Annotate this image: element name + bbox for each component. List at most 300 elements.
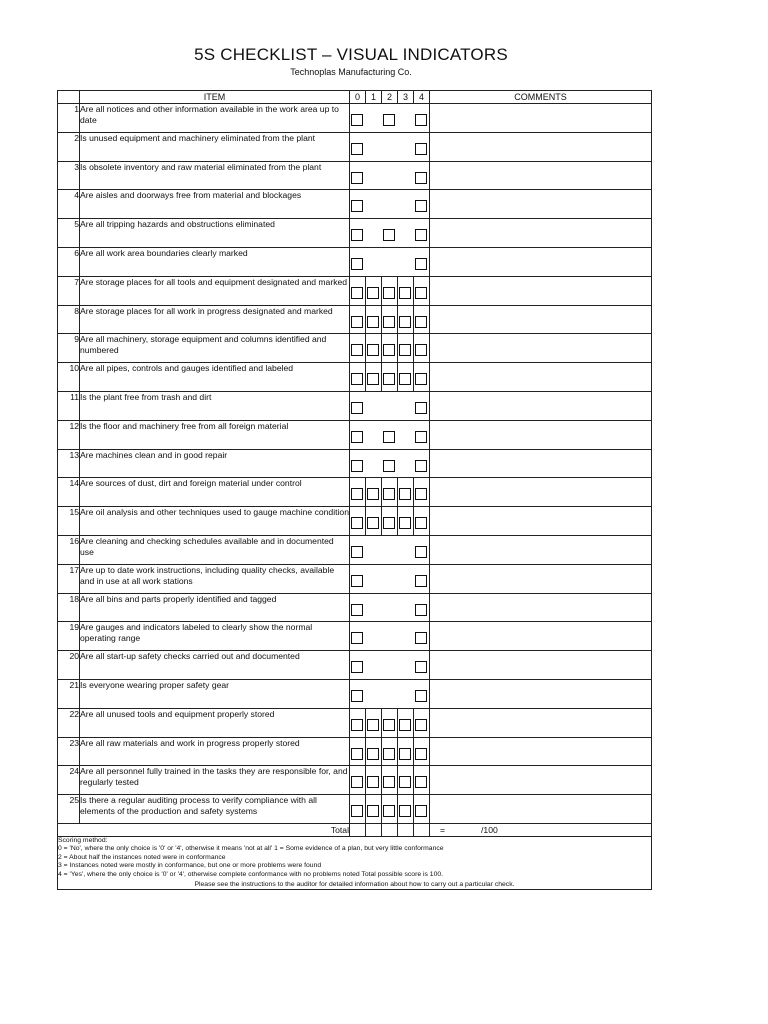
score-cell-2 bbox=[382, 104, 398, 133]
total-score-1[interactable] bbox=[366, 823, 382, 836]
checkbox-score-1[interactable] bbox=[367, 517, 379, 529]
score-cell-0 bbox=[350, 679, 366, 708]
score-cell-0 bbox=[350, 247, 366, 276]
checkbox-score-4[interactable] bbox=[415, 805, 427, 817]
table-row bbox=[58, 363, 652, 392]
checkbox-score-4[interactable] bbox=[415, 517, 427, 529]
checkbox-score-0[interactable] bbox=[351, 604, 363, 616]
score-cell-1 bbox=[366, 708, 382, 737]
comments-cell[interactable] bbox=[430, 593, 652, 622]
score-cell-4 bbox=[414, 507, 430, 536]
table-row bbox=[58, 651, 652, 680]
score-cell-1 bbox=[366, 161, 382, 190]
comments-cell[interactable] bbox=[430, 161, 652, 190]
checkbox-score-4[interactable] bbox=[415, 748, 427, 760]
score-cell-0 bbox=[350, 391, 366, 420]
checkbox-score-0[interactable] bbox=[351, 748, 363, 760]
checkbox-score-2[interactable] bbox=[383, 431, 395, 443]
item-number: 14 bbox=[58, 478, 80, 507]
checklist-table bbox=[57, 90, 652, 890]
checkbox-score-4[interactable] bbox=[415, 114, 427, 126]
checkbox-score-4[interactable] bbox=[415, 575, 427, 587]
score-cell-1 bbox=[366, 305, 382, 334]
score-cell-4 bbox=[414, 535, 430, 564]
checkbox-score-3[interactable] bbox=[399, 517, 411, 529]
scoring-footer: Please see the instructions to the auditor for detailed information about how to carry out a particular check. bbox=[194, 880, 515, 888]
score-cell-2 bbox=[382, 679, 398, 708]
table-row bbox=[58, 190, 652, 219]
score-cell-3 bbox=[398, 593, 414, 622]
score-cell-1 bbox=[366, 795, 382, 824]
checkbox-score-2[interactable] bbox=[383, 316, 395, 328]
checkbox-score-0[interactable] bbox=[351, 344, 363, 356]
score-cell-1 bbox=[366, 104, 382, 133]
checkbox-score-3[interactable] bbox=[399, 287, 411, 299]
checkbox-score-3[interactable] bbox=[399, 805, 411, 817]
comments-cell[interactable] bbox=[430, 564, 652, 593]
total-out-of: /100 bbox=[481, 824, 498, 835]
score-cell-3 bbox=[398, 132, 414, 161]
item-text: Are up to date work instructions, including quality checks, available and in use at all work stations bbox=[80, 564, 350, 593]
checkbox-score-4[interactable] bbox=[415, 402, 427, 414]
checkbox-score-0[interactable] bbox=[351, 546, 363, 558]
item-text: Are all bins and parts properly identified and tagged bbox=[80, 593, 350, 622]
comments-cell[interactable] bbox=[430, 391, 652, 420]
comments-cell[interactable] bbox=[430, 535, 652, 564]
checkbox-score-4[interactable] bbox=[415, 344, 427, 356]
checkbox-score-0[interactable] bbox=[351, 575, 363, 587]
item-number: 7 bbox=[58, 276, 80, 305]
score-cell-1 bbox=[366, 507, 382, 536]
scoring-line-2: 3 = Instances noted were mostly in conformance, but one or more problems were found bbox=[58, 862, 322, 870]
item-text: Is obsolete inventory and raw material eliminated from the plant bbox=[80, 161, 350, 190]
score-cell-3 bbox=[398, 708, 414, 737]
score-cell-2 bbox=[382, 564, 398, 593]
item-text: Is there a regular auditing process to verify compliance with all elements of the production and safety systems bbox=[80, 795, 350, 824]
checkbox-score-2[interactable] bbox=[383, 344, 395, 356]
item-text: Are all machinery, storage equipment and columns identified and numbered bbox=[80, 334, 350, 363]
item-number: 18 bbox=[58, 593, 80, 622]
score-cell-0 bbox=[350, 132, 366, 161]
header-item: ITEM bbox=[80, 91, 350, 104]
item-number: 21 bbox=[58, 679, 80, 708]
checkbox-score-1[interactable] bbox=[367, 488, 379, 500]
score-cell-3 bbox=[398, 363, 414, 392]
score-cell-3 bbox=[398, 276, 414, 305]
checkbox-score-2[interactable] bbox=[383, 287, 395, 299]
score-cell-4 bbox=[414, 478, 430, 507]
score-cell-3 bbox=[398, 795, 414, 824]
checkbox-score-0[interactable] bbox=[351, 229, 363, 241]
score-cell-1 bbox=[366, 478, 382, 507]
score-cell-2 bbox=[382, 708, 398, 737]
checkbox-score-1[interactable] bbox=[367, 776, 379, 788]
score-cell-0 bbox=[350, 564, 366, 593]
total-label: Total bbox=[58, 823, 350, 836]
score-cell-2 bbox=[382, 219, 398, 248]
comments-cell[interactable] bbox=[430, 363, 652, 392]
item-number: 12 bbox=[58, 420, 80, 449]
checkbox-score-0[interactable] bbox=[351, 661, 363, 673]
score-cell-2 bbox=[382, 622, 398, 651]
item-text: Are storage places for all tools and equipment designated and marked bbox=[80, 276, 350, 305]
table-row bbox=[58, 564, 652, 593]
header-score-0: 0 bbox=[350, 91, 366, 104]
score-cell-4 bbox=[414, 564, 430, 593]
table-row bbox=[58, 104, 652, 133]
score-cell-4 bbox=[414, 593, 430, 622]
comments-cell[interactable] bbox=[430, 132, 652, 161]
score-cell-1 bbox=[366, 247, 382, 276]
table-row bbox=[58, 507, 652, 536]
checkbox-score-0[interactable] bbox=[351, 316, 363, 328]
score-cell-4 bbox=[414, 420, 430, 449]
score-cell-1 bbox=[366, 190, 382, 219]
score-cell-1 bbox=[366, 363, 382, 392]
checkbox-score-4[interactable] bbox=[415, 172, 427, 184]
checkbox-score-3[interactable] bbox=[399, 488, 411, 500]
total-result[interactable] bbox=[430, 823, 652, 836]
item-number: 20 bbox=[58, 651, 80, 680]
checkbox-score-2[interactable] bbox=[383, 373, 395, 385]
checkbox-score-3[interactable] bbox=[399, 373, 411, 385]
checkbox-score-4[interactable] bbox=[415, 316, 427, 328]
score-cell-2 bbox=[382, 420, 398, 449]
score-cell-4 bbox=[414, 766, 430, 795]
score-cell-4 bbox=[414, 104, 430, 133]
checkbox-score-3[interactable] bbox=[399, 344, 411, 356]
total-score-4[interactable] bbox=[414, 823, 430, 836]
checkbox-score-1[interactable] bbox=[367, 373, 379, 385]
checkbox-score-0[interactable] bbox=[351, 431, 363, 443]
score-cell-0 bbox=[350, 737, 366, 766]
score-cell-2 bbox=[382, 766, 398, 795]
score-cell-4 bbox=[414, 363, 430, 392]
checkbox-score-0[interactable] bbox=[351, 719, 363, 731]
total-row bbox=[58, 823, 652, 836]
score-cell-2 bbox=[382, 449, 398, 478]
score-cell-1 bbox=[366, 334, 382, 363]
comments-cell[interactable] bbox=[430, 622, 652, 651]
table-row bbox=[58, 420, 652, 449]
checkbox-score-2[interactable] bbox=[383, 517, 395, 529]
score-cell-3 bbox=[398, 190, 414, 219]
checklist-rows bbox=[58, 104, 652, 824]
item-number: 13 bbox=[58, 449, 80, 478]
total-equals: = bbox=[440, 824, 446, 835]
score-cell-4 bbox=[414, 622, 430, 651]
score-cell-0 bbox=[350, 593, 366, 622]
checkbox-score-4[interactable] bbox=[415, 143, 427, 155]
score-cell-1 bbox=[366, 651, 382, 680]
item-number: 19 bbox=[58, 622, 80, 651]
item-text: Are all notices and other information available in the work area up to date bbox=[80, 104, 350, 133]
header-score-4: 4 bbox=[414, 91, 430, 104]
score-cell-1 bbox=[366, 420, 382, 449]
item-text: Are machines clean and in good repair bbox=[80, 449, 350, 478]
checkbox-score-1[interactable] bbox=[367, 316, 379, 328]
checkbox-score-4[interactable] bbox=[415, 488, 427, 500]
score-cell-2 bbox=[382, 651, 398, 680]
checkbox-score-1[interactable] bbox=[367, 748, 379, 760]
checkbox-score-4[interactable] bbox=[415, 776, 427, 788]
score-cell-1 bbox=[366, 766, 382, 795]
checkbox-score-0[interactable] bbox=[351, 517, 363, 529]
item-number: 1 bbox=[58, 104, 80, 133]
score-cell-3 bbox=[398, 737, 414, 766]
scoring-line-3: 4 = 'Yes', where the only choice is '0' or '4', otherwise complete conformance with no problems noted Total possible score is 100. bbox=[58, 870, 444, 878]
table-row bbox=[58, 334, 652, 363]
score-cell-3 bbox=[398, 622, 414, 651]
item-text: Are cleaning and checking schedules available and in documented use bbox=[80, 535, 350, 564]
checkbox-score-3[interactable] bbox=[399, 316, 411, 328]
score-cell-4 bbox=[414, 161, 430, 190]
score-cell-3 bbox=[398, 564, 414, 593]
checkbox-score-3[interactable] bbox=[399, 776, 411, 788]
checkbox-score-1[interactable] bbox=[367, 344, 379, 356]
checkbox-score-0[interactable] bbox=[351, 402, 363, 414]
scoring-heading: Scoring method: bbox=[58, 836, 108, 844]
item-text: Are gauges and indicators labeled to clearly show the normal operating range bbox=[80, 622, 350, 651]
page-title: 5S CHECKLIST – VISUAL INDICATORS bbox=[194, 45, 508, 64]
item-text: Are all personnel fully trained in the tasks they are responsible for, and regularly tested bbox=[80, 766, 350, 795]
score-cell-1 bbox=[366, 391, 382, 420]
item-number: 11 bbox=[58, 391, 80, 420]
score-cell-2 bbox=[382, 334, 398, 363]
checkbox-score-4[interactable] bbox=[415, 604, 427, 616]
item-text: Are all work area boundaries clearly marked bbox=[80, 247, 350, 276]
score-cell-3 bbox=[398, 334, 414, 363]
score-cell-0 bbox=[350, 535, 366, 564]
score-cell-3 bbox=[398, 391, 414, 420]
score-cell-0 bbox=[350, 334, 366, 363]
score-cell-3 bbox=[398, 161, 414, 190]
score-cell-0 bbox=[350, 276, 366, 305]
checkbox-score-2[interactable] bbox=[383, 748, 395, 760]
score-cell-0 bbox=[350, 190, 366, 219]
checkbox-score-3[interactable] bbox=[399, 719, 411, 731]
checkbox-score-0[interactable] bbox=[351, 143, 363, 155]
table-row bbox=[58, 478, 652, 507]
score-cell-2 bbox=[382, 132, 398, 161]
checkbox-score-1[interactable] bbox=[367, 719, 379, 731]
score-cell-4 bbox=[414, 708, 430, 737]
comments-cell[interactable] bbox=[430, 478, 652, 507]
checkbox-score-0[interactable] bbox=[351, 488, 363, 500]
score-cell-2 bbox=[382, 795, 398, 824]
scoring-line-0: 0 = 'No', where the only choice is '0' or '4', otherwise it means 'not at all' 1 = Some evidence of a plan, but very little conformance bbox=[58, 845, 444, 853]
checkbox-score-3[interactable] bbox=[399, 748, 411, 760]
score-cell-3 bbox=[398, 305, 414, 334]
comments-cell[interactable] bbox=[430, 247, 652, 276]
score-cell-4 bbox=[414, 190, 430, 219]
score-cell-1 bbox=[366, 622, 382, 651]
table-row bbox=[58, 305, 652, 334]
comments-cell[interactable] bbox=[430, 334, 652, 363]
table-row bbox=[58, 132, 652, 161]
checkbox-score-4[interactable] bbox=[415, 258, 427, 270]
score-cell-0 bbox=[350, 420, 366, 449]
checkbox-score-2[interactable] bbox=[383, 114, 395, 126]
score-cell-0 bbox=[350, 449, 366, 478]
checkbox-score-4[interactable] bbox=[415, 690, 427, 702]
checkbox-score-4[interactable] bbox=[415, 661, 427, 673]
item-text: Is the plant free from trash and dirt bbox=[80, 391, 350, 420]
score-cell-3 bbox=[398, 247, 414, 276]
score-cell-4 bbox=[414, 651, 430, 680]
checkbox-score-4[interactable] bbox=[415, 200, 427, 212]
checkbox-score-2[interactable] bbox=[383, 719, 395, 731]
comments-cell[interactable] bbox=[430, 651, 652, 680]
checkbox-score-0[interactable] bbox=[351, 632, 363, 644]
checkbox-score-1[interactable] bbox=[367, 805, 379, 817]
checkbox-score-1[interactable] bbox=[367, 287, 379, 299]
header-comments: COMMENTS bbox=[430, 91, 652, 104]
checkbox-score-0[interactable] bbox=[351, 805, 363, 817]
item-number: 24 bbox=[58, 766, 80, 795]
scoring-notes bbox=[58, 836, 652, 889]
score-cell-0 bbox=[350, 708, 366, 737]
comments-cell[interactable] bbox=[430, 305, 652, 334]
score-cell-2 bbox=[382, 276, 398, 305]
score-cell-2 bbox=[382, 535, 398, 564]
item-number: 10 bbox=[58, 363, 80, 392]
checkbox-score-4[interactable] bbox=[415, 546, 427, 558]
checkbox-score-2[interactable] bbox=[383, 460, 395, 472]
checkbox-score-4[interactable] bbox=[415, 287, 427, 299]
score-cell-0 bbox=[350, 651, 366, 680]
score-cell-0 bbox=[350, 305, 366, 334]
table-row bbox=[58, 679, 652, 708]
score-cell-3 bbox=[398, 449, 414, 478]
comments-cell[interactable] bbox=[430, 219, 652, 248]
score-cell-4 bbox=[414, 334, 430, 363]
checkbox-score-0[interactable] bbox=[351, 776, 363, 788]
score-cell-1 bbox=[366, 535, 382, 564]
score-cell-4 bbox=[414, 449, 430, 478]
checkbox-score-0[interactable] bbox=[351, 114, 363, 126]
item-number: 2 bbox=[58, 132, 80, 161]
item-number: 23 bbox=[58, 737, 80, 766]
checkbox-score-4[interactable] bbox=[415, 229, 427, 241]
checkbox-score-2[interactable] bbox=[383, 229, 395, 241]
score-cell-1 bbox=[366, 132, 382, 161]
header-score-2: 2 bbox=[382, 91, 398, 104]
item-text: Are aisles and doorways free from material and blockages bbox=[80, 190, 350, 219]
checkbox-score-4[interactable] bbox=[415, 632, 427, 644]
score-cell-0 bbox=[350, 766, 366, 795]
header-score-1: 1 bbox=[366, 91, 382, 104]
item-number: 3 bbox=[58, 161, 80, 190]
checkbox-score-2[interactable] bbox=[383, 776, 395, 788]
score-cell-1 bbox=[366, 564, 382, 593]
score-cell-4 bbox=[414, 247, 430, 276]
score-cell-2 bbox=[382, 593, 398, 622]
comments-cell[interactable] bbox=[430, 420, 652, 449]
score-cell-4 bbox=[414, 305, 430, 334]
checkbox-score-4[interactable] bbox=[415, 719, 427, 731]
checkbox-score-2[interactable] bbox=[383, 488, 395, 500]
table-row bbox=[58, 161, 652, 190]
score-cell-0 bbox=[350, 795, 366, 824]
item-text: Are all tripping hazards and obstructions eliminated bbox=[80, 219, 350, 248]
score-cell-2 bbox=[382, 391, 398, 420]
item-number: 16 bbox=[58, 535, 80, 564]
score-cell-2 bbox=[382, 305, 398, 334]
score-cell-1 bbox=[366, 737, 382, 766]
score-cell-0 bbox=[350, 478, 366, 507]
comments-cell[interactable] bbox=[430, 679, 652, 708]
table-row bbox=[58, 276, 652, 305]
header-num-cell bbox=[58, 91, 80, 104]
score-cell-0 bbox=[350, 219, 366, 248]
checkbox-score-4[interactable] bbox=[415, 431, 427, 443]
checkbox-score-2[interactable] bbox=[383, 805, 395, 817]
checkbox-score-0[interactable] bbox=[351, 373, 363, 385]
checkbox-score-0[interactable] bbox=[351, 287, 363, 299]
comments-cell[interactable] bbox=[430, 766, 652, 795]
checkbox-score-0[interactable] bbox=[351, 460, 363, 472]
total-score-2[interactable] bbox=[382, 823, 398, 836]
item-text: Are all pipes, controls and gauges identified and labeled bbox=[80, 363, 350, 392]
comments-cell[interactable] bbox=[430, 708, 652, 737]
total-score-3[interactable] bbox=[398, 823, 414, 836]
checkbox-score-4[interactable] bbox=[415, 460, 427, 472]
item-number: 4 bbox=[58, 190, 80, 219]
item-text: Is everyone wearing proper safety gear bbox=[80, 679, 350, 708]
score-cell-3 bbox=[398, 420, 414, 449]
item-text: Are all raw materials and work in progress properly stored bbox=[80, 737, 350, 766]
checkbox-score-0[interactable] bbox=[351, 172, 363, 184]
table-row bbox=[58, 737, 652, 766]
comments-cell[interactable] bbox=[430, 104, 652, 133]
score-cell-2 bbox=[382, 507, 398, 536]
comments-cell[interactable] bbox=[430, 449, 652, 478]
comments-cell[interactable] bbox=[430, 795, 652, 824]
score-cell-1 bbox=[366, 219, 382, 248]
score-cell-0 bbox=[350, 622, 366, 651]
checkbox-score-0[interactable] bbox=[351, 258, 363, 270]
table-row bbox=[58, 766, 652, 795]
scoring-row bbox=[58, 836, 652, 889]
item-text: Are sources of dust, dirt and foreign material under control bbox=[80, 478, 350, 507]
score-cell-1 bbox=[366, 593, 382, 622]
score-cell-3 bbox=[398, 219, 414, 248]
checkbox-score-0[interactable] bbox=[351, 690, 363, 702]
comments-cell[interactable] bbox=[430, 190, 652, 219]
table-row bbox=[58, 247, 652, 276]
comments-cell[interactable] bbox=[430, 737, 652, 766]
total-score-0[interactable] bbox=[350, 823, 366, 836]
item-number: 9 bbox=[58, 334, 80, 363]
checkbox-score-4[interactable] bbox=[415, 373, 427, 385]
score-cell-3 bbox=[398, 104, 414, 133]
score-cell-3 bbox=[398, 766, 414, 795]
table-row bbox=[58, 219, 652, 248]
item-number: 25 bbox=[58, 795, 80, 824]
comments-cell[interactable] bbox=[430, 507, 652, 536]
table-row bbox=[58, 708, 652, 737]
checkbox-score-0[interactable] bbox=[351, 200, 363, 212]
comments-cell[interactable] bbox=[430, 276, 652, 305]
score-cell-4 bbox=[414, 276, 430, 305]
score-cell-3 bbox=[398, 535, 414, 564]
header-score-3: 3 bbox=[398, 91, 414, 104]
scoring-line-1: 2 = About half the instances noted were in conformance bbox=[58, 853, 226, 861]
company-name: Technoplas Manufacturing Co. bbox=[290, 67, 412, 77]
item-text: Are all start-up safety checks carried out and documented bbox=[80, 651, 350, 680]
score-cell-4 bbox=[414, 795, 430, 824]
